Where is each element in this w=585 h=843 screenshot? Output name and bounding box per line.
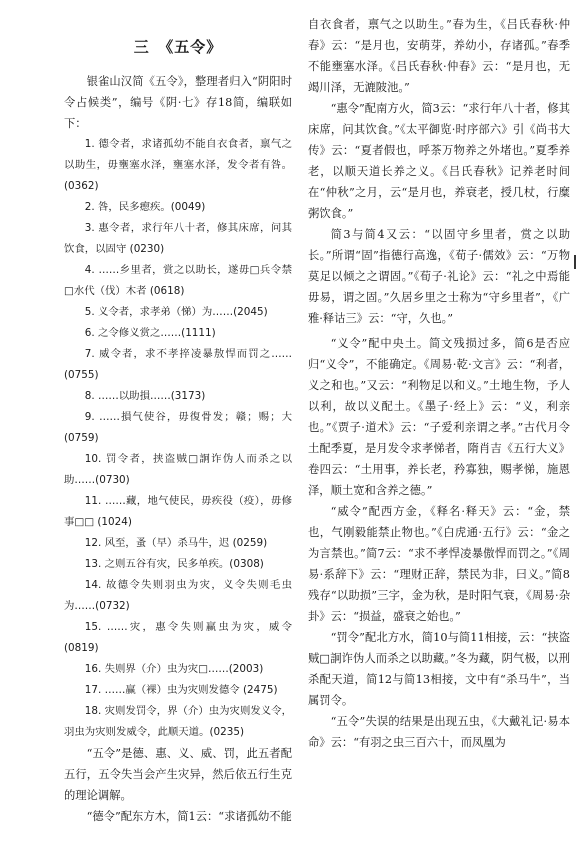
slip-entry: 5. 义令者，求孝弟（悌）为……(2045) [84,306,268,318]
body-paragraph: “德令”配东方木，简1云：“求诸孤幼不能 [86,810,292,823]
slip-entry: 7. 威令者，求不孝捽凌暴敖悍而罚之……(0755) [64,348,292,381]
right-column [308,14,570,753]
slip-entry: 3. 惠令者，求行年八十者，修其床席，问其饮食，以固守 (0230) [64,222,292,255]
body-paragraph: “五令”失误的结果是出现五虫，《大戴礼记·易本命》云：“有羽之虫三百六十，而凤凰为 [308,715,570,749]
section-title: 三 《五令》 [133,38,223,56]
slip-entry: 17. ……赢（裸）虫为灾则发德令 (2475) [84,684,278,696]
slip-entry: 4. ……乡里者，赏之以助长，遂毋□兵令禁□水代（伐）木者 (0618) [64,264,292,297]
body-paragraph: 自衣食者，禀气之以助生。”春为生，《吕氏春秋·仲春》云：“是月也，安萌芽，养幼小，存诸孤。”春季不能壅塞水泽。《吕氏春秋·仲春》云：“是月也，无竭川泽，无漉陂池。” [308,18,570,94]
slip-entry: 9. ……損气使谷，毋復骨发；赣；赐；大(0759) [64,411,292,444]
slip-entry: 18. 灾则发罚令，界（介）虫为灾则发义令，羽虫为灾则发威令，此顺天道。(0235) [64,705,292,738]
body-paragraph: “惠令”配南方火，简3云：“求行年八十者，修其床席，问其饮食。”《太平御览·时序部六》引《尚书大传》云：“夏者假也，呼茶万物养之外堵也。”夏季养老，以顺天道长养之义。《吕氏春秋》记养老时间在“仲秋”之月，云“是月也，养衰老，授几杖，行糜粥饮食。” [308,102,570,220]
body-paragraph: “义令”配中央土。简文残损过多，简6是否应归“义令”，不能确定。《周易·乾·文言》云：“利者，义之和也。”又云：“利物足以和义。”土地生物，予人以利，故以义配土。《墨子·经上》云：“义，利亲也。”《贾子·道术》云：“子爱利亲谓之孝。”古代月令土配季夏，是月发令求孝悌者，隋肖吉《五行大义》卷四云：“土用事，养长老，矜寡独，赐孝悌，施恩泽，顺土宽和含养之德。” [308,337,570,497]
slip-entry: 6. 之令修义赏之……(1111) [84,327,216,339]
body-paragraph: “五令”是德、惠、义、威、罚，此五者配五行，五令失当会产生灾异，然后依五行生克的理论调解。 [64,747,292,802]
slip-entry: 16. 失则界（介）虫为灾□……(2003) [84,663,264,675]
left-column [64,36,292,827]
intro-paragraph: 银雀山汉简《五令》，整理者归入“阴阳时令占候类”，编号《阴·七》存18简，编联如下： [64,75,292,130]
text-cursor-mark [574,255,576,269]
slip-entry: 13. 之则五谷有灾，民多单疾。(0308) [84,558,264,570]
slip-entry: 15. ……灾，惠令失则赢虫为灾，威令(0819) [64,621,292,654]
slip-entry: 14. 故德令失则羽虫为灾，义令失则毛虫为……(0732) [64,579,292,612]
slip-entry: 1. 德令者，求诸孤幼不能自衣食者，禀气之以助生，毋壅塞水泽，壅塞水泽，发令者有咎。(0362) [64,138,292,192]
slip-list [64,134,292,743]
slip-entry: 8. ……以助損……(3173) [84,390,206,402]
body-paragraph: 简3与简4又云：“以固守乡里者，赏之以助长。”所谓“固”指德行高逸，《荀子·儒效》云：“万物莫足以倾之之谓固。”《荀子·礼论》云：“礼之中焉能毋易，谓之固。”久居乡里之士称为“守乡里者”，《广雅·释诂三》云：“守，久也。” [308,228,570,325]
slip-entry: 12. 风至，蚤（早）杀马牛，迟 (0259) [84,537,268,549]
slip-entry: 10. 罚令者，挟盗贼□詗诈伪人而杀之以助……(0730) [64,453,292,486]
slip-entry: 11. ……藏，地气使民，毋疾役（疫），毋修事□□ (1024) [64,495,292,528]
body-paragraph: “威令”配西方金，《释名·释天》云：“金，禁也，气刚毅能禁止物也。”《白虎通·五行》云：“金之为言禁也。”简7云：“求不孝悍凌暴傲悍而罚之。”《周易·系辞下》云：“理财正辞，禁民为非，曰义。”简8残存“以助损”三字，金为秋，是时阳气衰，《周易·杂卦》云：“损益，盛衰之始也。” [308,505,570,623]
slip-entry: 2. 咎，民多瘛疾。(0049) [84,201,206,213]
body-paragraph: “罚令”配北方水，简10与简11相接，云：“挟盗贼□詗诈伪人而杀之以助藏。”冬为藏，阴气极，以刑杀配天道，简12与简13相接，文中有“杀马牛”，当属罚令。 [308,631,570,707]
